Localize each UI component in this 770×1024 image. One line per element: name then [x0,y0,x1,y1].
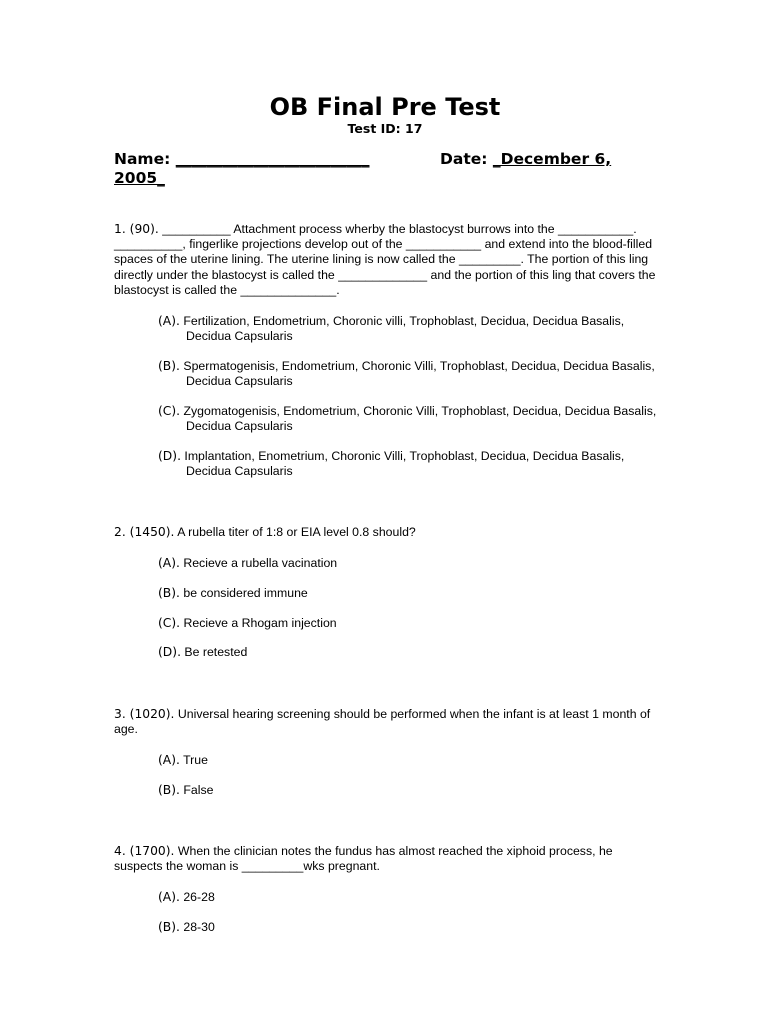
question-3-text: 3. (1020). Universal hearing screening should be performed when the infant is at least 1 month of age. [114,706,651,736]
question-4-options [114,890,659,935]
question-4-text: 4. (1700). When the clinician notes the fundus has almost reached the xiphoid process, he suspects the woman is _________wks pregnant. [114,843,613,874]
question-2-text: 2. (1450). A rubella titer of 1:8 or EIA level 0.8 should? [114,525,416,540]
date-label: Date: [440,150,488,168]
question-3 [114,707,659,798]
page-title: OB Final Pre Test [269,93,501,121]
question-4-number: 4. (1700). [114,843,175,858]
name-date-block [114,150,654,188]
question-2 [114,525,659,661]
question-1-option-b[interactable]: (B). Spermatogenisis, Endometrium, Choronic Villi, Trophoblast, Decidua, Decidua Basalis, Decidua Capsularis [158,358,655,389]
question-1-options [114,314,659,479]
question-2-option-d[interactable]: (D). Be retested [158,645,248,660]
question-2-options [114,556,659,660]
question-1 [114,222,659,479]
question-3-option-b[interactable]: (B). False [158,782,214,797]
question-1-option-d[interactable]: (D). Implantation, Enometrium, Choronic Villi, Trophoblast, Decidua, Decidua Basalis, Decidua Capsularis [158,448,625,478]
question-3-options [114,753,659,798]
question-1-number: 1. (90). [114,222,159,236]
question-2-number: 2. (1450). [114,525,175,540]
test-id: Test ID: 17 [347,121,423,136]
question-1-option-c[interactable]: (C). Zygomatogenisis, Endometrium, Choronic Villi, Trophoblast, Decidua, Decidua Basalis, Decidua Capsularis [158,403,657,434]
question-4-option-b[interactable]: (B). 28-30 [158,920,215,935]
date-value-continued: 2005_ [114,169,165,187]
question-4 [114,844,659,935]
question-list [114,222,659,981]
name-blank: _________________________ [175,150,370,168]
name-label: Name: [114,150,171,168]
question-3-number: 3. (1020). [114,706,175,721]
question-1-option-a[interactable]: (A). Fertilization, Endometrium, Choronic villi, Trophoblast, Decidua, Decidua Basalis, Decidua Capsularis [158,314,625,344]
question-2-option-b[interactable]: (B). be considered immune [158,586,308,601]
question-2-option-a[interactable]: (A). Recieve a rubella vacination [158,556,338,571]
question-3-option-a[interactable]: (A). True [158,753,208,768]
question-2-option-c[interactable]: (C). Recieve a Rhogam injection [158,615,337,630]
question-4-option-a[interactable]: (A). 26-28 [158,890,215,905]
date-value: _December 6, [492,150,612,168]
question-1-text: 1. (90). __________ Attachment process wherby the blastocyst burrows into the ___________. __________, fingerlike projections develop out of the ___________ and extend into the blood-filled spaces of the uterine lining. The uterine lining is now called the _________. The portion of this ling directly under the blastocyst is called the _____________ and the portion of this ling that covers the blastocyst is called the ______________. [114,222,656,297]
